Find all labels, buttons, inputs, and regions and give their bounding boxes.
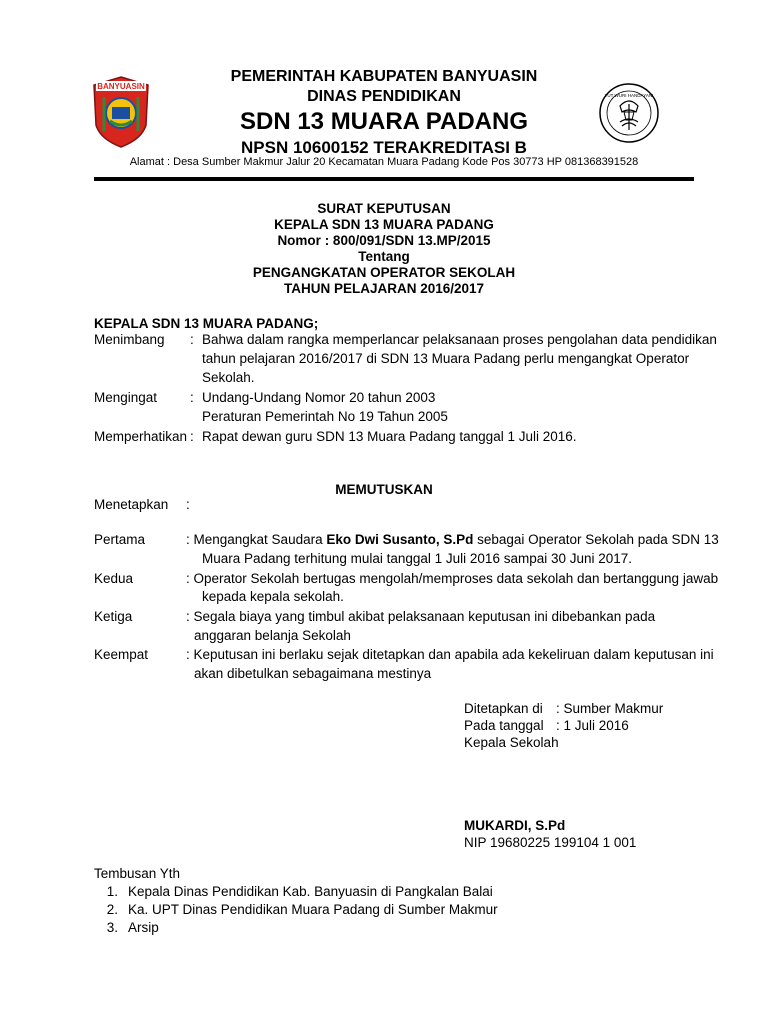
pertama-line-1: : Mengangkat Saudara Eko Dwi Susanto, S.Pd sebagai Operator Sekolah pada SDN 13 xyxy=(186,532,719,547)
kedua-line-2: kepada kepala sekolah. xyxy=(202,589,344,604)
address-line: Alamat : Desa Sumber Makmur Jalur 20 Kecamatan Muara Padang Kode Pos 30773 HP 081368391528 xyxy=(129,156,639,168)
title-line-1: SURAT KEPUTUSAN xyxy=(317,201,451,216)
title-line-5: PENGANGKATAN OPERATOR SEKOLAH xyxy=(252,265,516,280)
tembusan-item: 3. Arsip xyxy=(106,920,159,935)
appointee-name: Eko Dwi Susanto, S.Pd xyxy=(326,532,474,547)
opening: KEPALA SDN 13 MUARA PADANG; xyxy=(94,316,319,331)
keempat-line-2: akan dibetulkan sebagaimana mestinya xyxy=(194,666,432,681)
menetapkan-label: Menetapkan xyxy=(94,497,169,512)
keempat-label: Keempat xyxy=(94,647,149,662)
tanggal-label: Pada tanggal xyxy=(464,718,544,733)
ketiga-line-2: anggaran belanja Sekolah xyxy=(194,628,351,643)
signatory-name: MUKARDI, S.Pd xyxy=(464,818,566,833)
keempat-line-1: : Keputusan ini berlaku sejak ditetapkan dan apabila ada kekeliruan dalam keputusan ini xyxy=(186,647,714,662)
title-line-4: Tentang xyxy=(358,249,410,264)
memperhatikan-colon: : xyxy=(190,429,194,444)
mengingat-label: Mengingat xyxy=(94,390,158,405)
menimbang-line-2: tahun pelajaran 2016/2017 di SDN 13 Muara Padang perlu mengangkat Operator xyxy=(202,351,690,366)
school-name: SDN 13 MUARA PADANG xyxy=(239,108,529,135)
header-line-2: DINAS PENDIDIKAN xyxy=(307,88,461,105)
menimbang-line-1: Bahwa dalam rangka memperlancar pelaksanaan proses pengolahan data pendidikan xyxy=(202,332,717,347)
ketiga-line-1: : Segala biaya yang timbul akibat pelaksanaan keputusan ini dibebankan pada xyxy=(186,609,656,624)
kedua-label: Kedua xyxy=(94,571,134,586)
svg-text:BANYUASIN: BANYUASIN xyxy=(97,82,145,91)
kedua-line-1: : Operator Sekolah bertugas mengolah/memproses data sekolah dan bertanggung jawab xyxy=(186,571,719,586)
mengingat-colon: : xyxy=(190,390,194,405)
menimbang-label: Menimbang xyxy=(94,332,165,347)
title-line-2: KEPALA SDN 13 MUARA PADANG xyxy=(274,217,494,232)
ditetapkan-label: Ditetapkan di xyxy=(464,701,543,716)
ditetapkan-value: : Sumber Makmur xyxy=(556,701,664,716)
npsn-line: NPSN 10600152 TERAKREDITASI B xyxy=(241,138,527,157)
memutuskan-heading: MEMUTUSKAN xyxy=(335,482,433,497)
jabatan: Kepala Sekolah xyxy=(464,735,559,750)
ketiga-label: Ketiga xyxy=(94,609,133,624)
memperhatikan-line-1: Rapat dewan guru SDN 13 Muara Padang tanggal 1 Juli 2016. xyxy=(202,429,577,444)
menetapkan-colon: : xyxy=(186,497,190,512)
pertama-line-2: Muara Padang terhitung mulai tanggal 1 Juli 2016 sampai 30 Juni 2017. xyxy=(202,551,633,566)
title-line-3: Nomor : 800/091/SDN 13.MP/2015 xyxy=(277,233,491,248)
svg-text:TUT WURI HANDAYANI: TUT WURI HANDAYANI xyxy=(604,93,654,98)
title-line-6: TAHUN PELAJARAN 2016/2017 xyxy=(283,281,485,296)
tembusan-title: Tembusan Yth xyxy=(94,866,181,881)
menimbang-colon: : xyxy=(190,332,194,347)
memperhatikan-label: Memperhatikan xyxy=(94,429,188,444)
tembusan-item: 1. Kepala Dinas Pendidikan Kab. Banyuasin di Pangkalan Balai xyxy=(106,884,493,899)
menimbang-line-3: Sekolah. xyxy=(202,370,255,385)
header-rule xyxy=(94,177,694,181)
header-line-1: PEMERINTAH KABUPATEN BANYUASIN xyxy=(230,68,538,85)
mengingat-line-2: Peraturan Pemerintah No 19 Tahun 2005 xyxy=(202,409,448,424)
mengingat-line-1: Undang-Undang Nomor 20 tahun 2003 xyxy=(202,390,436,405)
tanggal-value: : 1 Juli 2016 xyxy=(556,718,629,733)
signatory-nip: NIP 19680225 199104 1 001 xyxy=(464,835,637,850)
pertama-label: Pertama xyxy=(94,532,146,547)
tembusan-item: 2. Ka. UPT Dinas Pendidikan Muara Padang di Sumber Makmur xyxy=(106,902,498,917)
